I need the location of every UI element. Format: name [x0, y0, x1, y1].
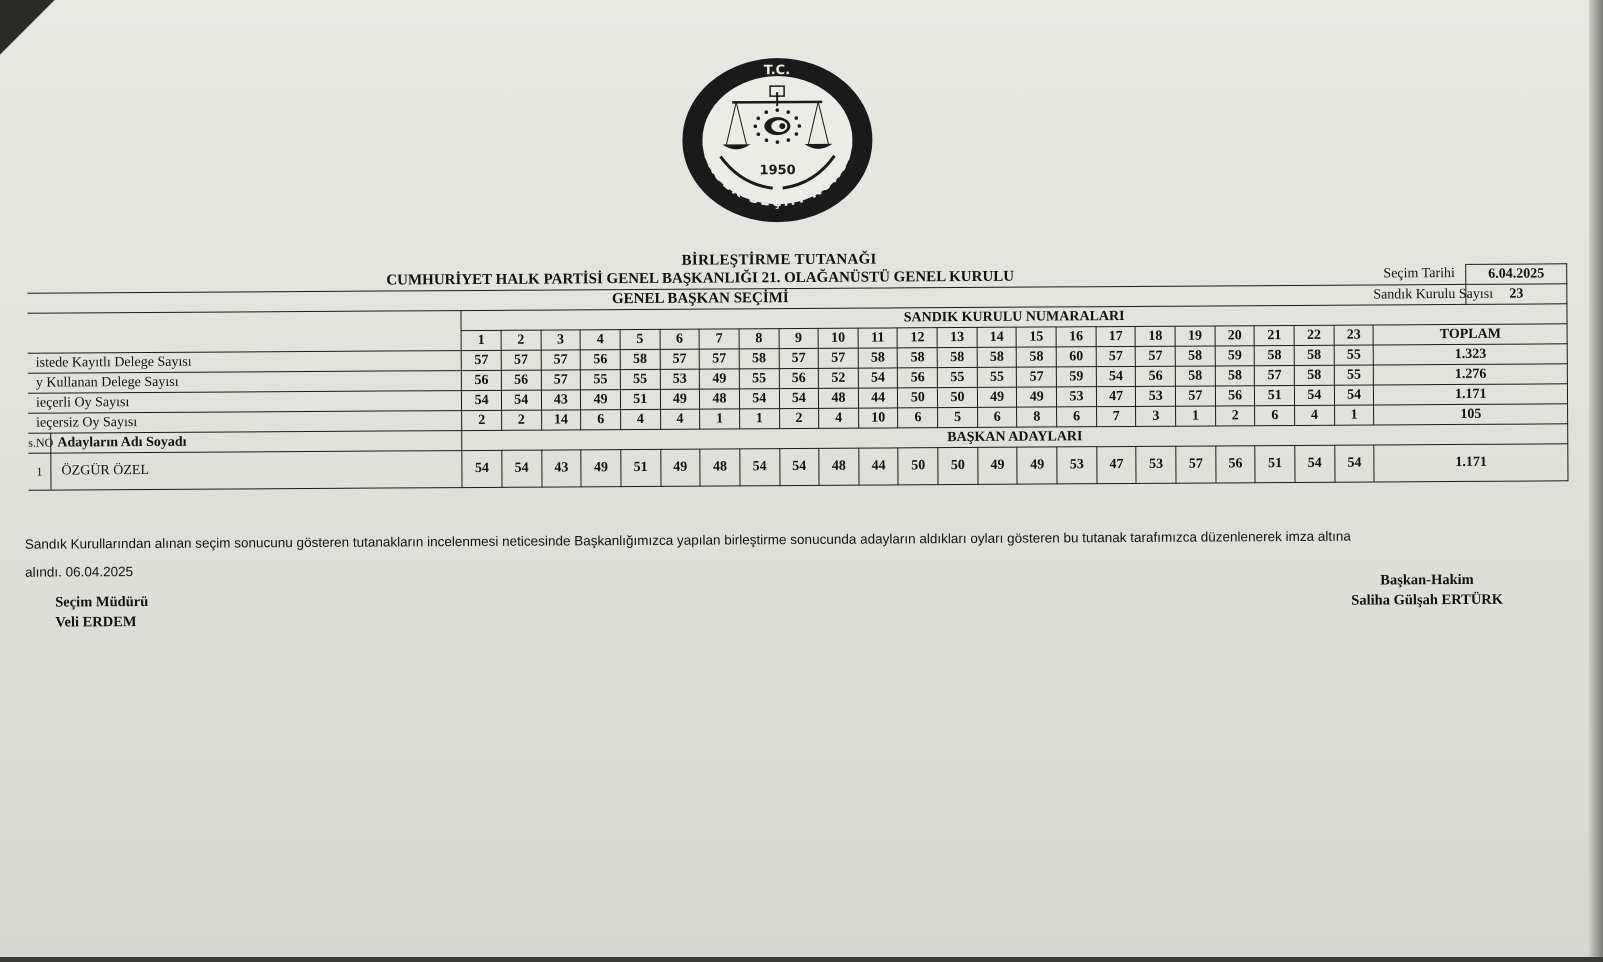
- cell-value: 56: [501, 370, 541, 390]
- cell-value: 57: [1136, 346, 1176, 366]
- election-title: GENEL BAŞKAN SEÇİMİ: [27, 285, 1373, 313]
- cell-value: 49: [700, 369, 740, 389]
- cell-value: 6: [1255, 405, 1295, 425]
- box-number-9: 9: [779, 328, 819, 348]
- cell-value: 56: [462, 370, 502, 390]
- box-number-22: 22: [1294, 325, 1334, 345]
- candidate-vote: 54: [1334, 445, 1374, 482]
- seal-ring-text: YÜKSEK SEÇİM KURULU: [698, 136, 857, 210]
- box-number-2: 2: [501, 330, 541, 350]
- candidate-vote: 54: [740, 449, 780, 486]
- cell-value: 50: [938, 387, 978, 407]
- candidate-total: 1.171: [1374, 444, 1568, 482]
- cell-value: 57: [1017, 367, 1057, 387]
- cell-value: 2: [462, 410, 502, 430]
- candidate-vote: 49: [1017, 447, 1057, 484]
- signature-left-name: Veli ERDEM: [55, 612, 148, 633]
- candidate-vote: 54: [462, 450, 502, 487]
- cell-value: 54: [739, 389, 779, 409]
- cell-value: 58: [739, 349, 779, 369]
- box-number-20: 20: [1215, 326, 1255, 346]
- signature-right-name: Saliha Gülşah ERTÜRK: [1351, 590, 1503, 611]
- no-column-header: s.NO: [28, 433, 51, 453]
- cell-value: 58: [937, 347, 977, 367]
- cell-value: 50: [898, 388, 938, 408]
- cell-value: 57: [541, 350, 581, 370]
- cell-value: 56: [1215, 386, 1255, 406]
- box-count-value: 23: [1466, 284, 1567, 305]
- row-total: 1.276: [1374, 364, 1568, 385]
- cell-value: 6: [581, 410, 621, 430]
- cell-value: 59: [1056, 367, 1096, 387]
- cell-value: 56: [898, 368, 938, 388]
- candidate-name-header: Adayların Adı Soyadı: [51, 431, 462, 454]
- candidate-vote: 53: [1136, 446, 1176, 483]
- box-numbers-group-header: SANDIK KURULU NUMARALARI: [461, 304, 1567, 331]
- cell-value: 58: [1215, 366, 1255, 386]
- cell-value: 58: [898, 348, 938, 368]
- row-label: y Kullanan Delege Sayısı: [28, 371, 462, 394]
- cell-value: 57: [660, 349, 700, 369]
- signature-right-title: Başkan-Hakim: [1351, 570, 1503, 591]
- candidate-vote: 51: [1255, 445, 1295, 482]
- closing-note-line-2: alındı. 06.04.2025: [25, 549, 1545, 586]
- cell-value: 51: [620, 389, 660, 409]
- candidate-name: ÖZGÜR ÖZEL: [51, 451, 462, 491]
- cell-value: 4: [620, 409, 660, 429]
- congress-title: CUMHURİYET HALK PARTİSİ GENEL BAŞKANLIĞI 21. OLAĞANÜSTÜ GENEL KURULU: [27, 265, 1373, 293]
- candidate-vote: 43: [541, 450, 581, 487]
- cell-value: 49: [1017, 387, 1057, 407]
- cell-value: 55: [620, 369, 660, 389]
- cell-value: 53: [1136, 386, 1176, 406]
- cell-value: 53: [1057, 387, 1097, 407]
- cell-value: 57: [1176, 386, 1216, 406]
- cell-value: 1: [739, 409, 779, 429]
- box-number-15: 15: [1017, 327, 1057, 347]
- candidate-vote: 54: [502, 450, 542, 487]
- cell-value: 57: [501, 350, 541, 370]
- row-label: istede Kayıtlı Delege Sayısı: [28, 351, 462, 374]
- cell-value: 55: [1334, 345, 1374, 365]
- box-number-12: 12: [898, 328, 938, 348]
- candidate-no: 1: [28, 453, 51, 490]
- box-number-3: 3: [541, 330, 581, 350]
- election-date-value: 6.04.2025: [1466, 264, 1567, 285]
- box-number-10: 10: [818, 328, 858, 348]
- cell-value: 4: [660, 409, 700, 429]
- cell-value: 47: [1096, 386, 1136, 406]
- row-total: 1.171: [1374, 384, 1568, 405]
- total-header: TOPLAM: [1373, 324, 1567, 345]
- cell-value: 57: [818, 348, 858, 368]
- cell-value: 57: [461, 350, 501, 370]
- cell-value: 6: [898, 408, 938, 428]
- box-number-21: 21: [1254, 325, 1294, 345]
- box-number-5: 5: [620, 329, 660, 349]
- ysk-seal-logo: [680, 56, 875, 225]
- cell-value: 58: [1017, 347, 1057, 367]
- cell-value: 57: [699, 349, 739, 369]
- cell-value: 44: [858, 388, 898, 408]
- candidate-vote: 48: [700, 449, 740, 486]
- cell-value: 1: [700, 409, 740, 429]
- seal-year: 1950: [759, 163, 795, 178]
- cell-value: 56: [779, 368, 819, 388]
- cell-value: 48: [700, 389, 740, 409]
- cell-value: 55: [937, 367, 977, 387]
- cell-value: 51: [1255, 385, 1295, 405]
- results-table: [27, 263, 1568, 490]
- cell-value: 55: [581, 370, 621, 390]
- candidate-vote: 49: [660, 449, 700, 486]
- cell-value: 54: [462, 390, 502, 410]
- cell-value: 54: [858, 368, 898, 388]
- candidate-vote: 47: [1097, 446, 1137, 483]
- candidate-vote: 49: [978, 447, 1018, 484]
- cell-value: 58: [977, 347, 1017, 367]
- cell-value: 8: [1017, 407, 1057, 427]
- cell-value: 54: [779, 388, 819, 408]
- cell-value: 5: [938, 407, 978, 427]
- candidate-vote: 53: [1057, 447, 1097, 484]
- cell-value: 49: [977, 387, 1017, 407]
- cell-value: 55: [977, 367, 1017, 387]
- cell-value: 53: [660, 369, 700, 389]
- cell-value: 54: [1334, 385, 1374, 405]
- box-number-1: 1: [461, 330, 501, 350]
- cell-value: 58: [1255, 345, 1295, 365]
- box-number-7: 7: [699, 329, 739, 349]
- cell-value: 6: [1057, 407, 1097, 427]
- box-number-16: 16: [1056, 327, 1096, 347]
- cell-value: 58: [1175, 366, 1215, 386]
- box-number-14: 14: [977, 327, 1017, 347]
- cell-value: 55: [739, 369, 779, 389]
- cell-value: 2: [1215, 406, 1255, 426]
- cell-value: 57: [541, 370, 581, 390]
- candidate-vote: 50: [898, 448, 938, 485]
- signature-left-title: Seçim Müdürü: [55, 592, 148, 613]
- cell-value: 10: [858, 408, 898, 428]
- box-count-label: Sandık Kurulu Sayısı: [1373, 284, 1466, 305]
- cell-value: 55: [1334, 365, 1374, 385]
- cell-value: 58: [1294, 345, 1334, 365]
- cell-value: 58: [1175, 346, 1215, 366]
- row-label: ieçerli Oy Sayısı: [28, 391, 462, 414]
- candidate-vote: 56: [1216, 446, 1256, 483]
- cell-value: 57: [1096, 346, 1136, 366]
- closing-note-line-1: Sandık Kurullarından alınan seçim sonucunu gösteren tutanakların incelenmesi neticesinde Başkanlığımızca yapılan birleştirme sonucunda adayların aldıkları oyları gösteren bu tutanak tarafımızca düzenlenerek imza altına: [25, 521, 1545, 558]
- election-date-label: Seçim Tarihi: [1373, 264, 1466, 285]
- candidate-vote: 54: [779, 448, 819, 485]
- box-number-13: 13: [937, 327, 977, 347]
- cell-value: 58: [1294, 365, 1334, 385]
- cell-value: 54: [1294, 385, 1334, 405]
- closing-note: [25, 521, 1545, 586]
- candidate-vote: 49: [581, 450, 621, 487]
- cell-value: 57: [1255, 365, 1295, 385]
- row-label: ieçersiz Oy Sayısı: [28, 411, 462, 434]
- box-number-6: 6: [660, 329, 700, 349]
- cell-value: 4: [819, 408, 859, 428]
- cell-value: 7: [1096, 406, 1136, 426]
- candidates-group-header: BAŞKAN ADAYLARI: [462, 424, 1568, 451]
- box-number-11: 11: [858, 328, 898, 348]
- cell-value: 3: [1136, 406, 1176, 426]
- cell-value: 57: [779, 348, 819, 368]
- cell-value: 56: [580, 350, 620, 370]
- cell-value: 52: [818, 368, 858, 388]
- candidate-vote: 51: [621, 449, 661, 486]
- cell-value: 6: [977, 407, 1017, 427]
- candidate-vote: 57: [1176, 446, 1216, 483]
- box-number-4: 4: [580, 330, 620, 350]
- cell-value: 54: [501, 390, 541, 410]
- cell-value: 60: [1056, 347, 1096, 367]
- cell-value: 49: [581, 390, 621, 410]
- cell-value: 2: [779, 408, 819, 428]
- cell-value: 54: [1096, 366, 1136, 386]
- cell-value: 59: [1215, 346, 1255, 366]
- cell-value: 56: [1136, 366, 1176, 386]
- candidate-vote: 54: [1295, 445, 1335, 482]
- cell-value: 49: [660, 389, 700, 409]
- row-total: 1.323: [1374, 344, 1568, 365]
- signature-left: [55, 592, 148, 633]
- cell-value: 43: [541, 390, 581, 410]
- candidate-vote: 44: [859, 448, 899, 485]
- cell-value: 1: [1176, 406, 1216, 426]
- cell-value: 1: [1334, 405, 1374, 425]
- signature-right: [1351, 570, 1503, 611]
- candidate-vote: 48: [819, 448, 859, 485]
- cell-value: 2: [501, 410, 541, 430]
- box-number-18: 18: [1135, 326, 1175, 346]
- box-number-23: 23: [1334, 325, 1374, 345]
- cell-value: 58: [858, 348, 898, 368]
- cell-value: 14: [541, 410, 581, 430]
- cell-value: 4: [1295, 405, 1335, 425]
- box-number-17: 17: [1096, 326, 1136, 346]
- cell-value: 58: [620, 349, 660, 369]
- candidate-vote: 50: [938, 447, 978, 484]
- label-header-blank: [27, 311, 461, 354]
- box-number-8: 8: [739, 329, 779, 349]
- document-title: BİRLEŞTİRME TUTANAĞI: [0, 247, 1559, 274]
- seal-top-text: T.C.: [764, 63, 790, 78]
- row-total: 105: [1374, 404, 1568, 425]
- box-number-19: 19: [1175, 326, 1215, 346]
- cell-value: 48: [819, 388, 859, 408]
